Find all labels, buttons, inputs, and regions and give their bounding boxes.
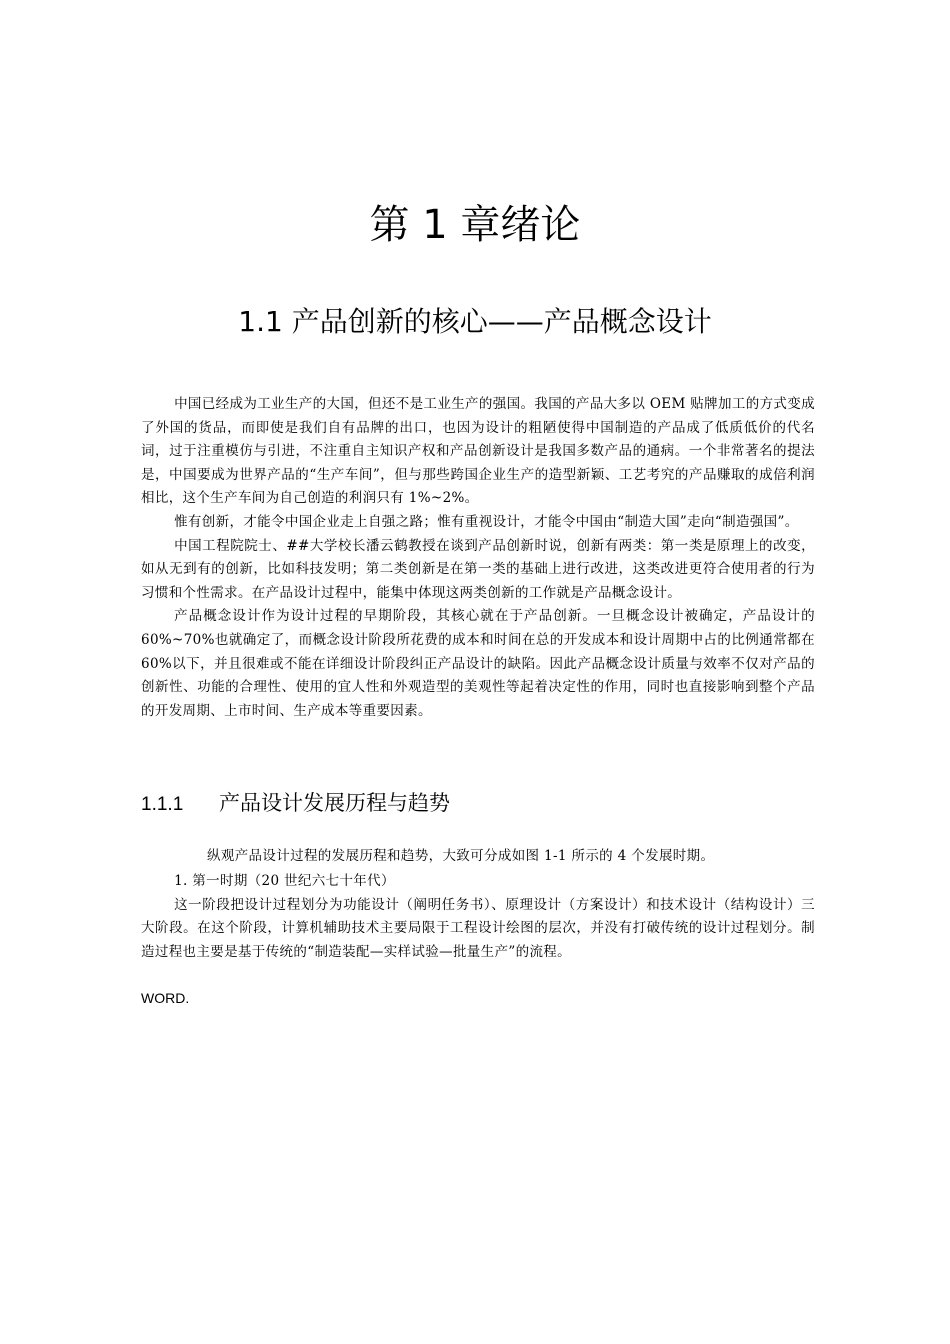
paragraph: 产品概念设计作为设计过程的早期阶段，其核心就在于产品创新。一旦概念设计被确定，产品设计的 60%~70%也就确定了，而概念设计阶段所花费的成本和时间在总的开发成本和设计周期中占的比例通常都在 60%以下，并且很难或不能在详细设计阶段纠正产品设计的缺陷。因此产品概念设计质量与效率不仅对产品的创新性、功能的合理性、使用的宜人性和外观造型的美观性等起着决定性的作用，同时也直接影响到整个产品的开发周期、上市时间、生产成本等重要因素。: [141, 608, 815, 719]
paragraph: 中国工程院院士、##大学校长潘云鹤教授在谈到产品创新时说，创新有两类：第一类是原理上的改变，如从无到有的创新，比如科技发明；第二类创新是在第一类的基础上进行改进，这类改进更符合使用者的行为习惯和个性需求。在产品设计过程中，能集中体现这两类创新的工作就是产品概念设计。: [141, 537, 815, 601]
period-body: [141, 870, 815, 964]
period-heading: 1. 第一时期（20 世纪六七十年代）: [174, 873, 395, 889]
section-title: 1.1 产品创新的核心——产品概念设计: [238, 305, 712, 338]
subsection-number: 1.1.1: [141, 794, 184, 815]
timeline-intro: 纵观产品设计过程的发展历程和趋势，大致可分成如图 1-1 所示的 4 个发展时期。: [207, 848, 715, 864]
chapter-title: 第 1 章绪论: [369, 202, 581, 248]
subsection-heading: [141, 786, 841, 822]
paragraph: 中国已经成为工业生产的大国，但还不是工业生产的强国。我国的产品大多以 OEM 贴牌加工的方式变成了外国的货品，而即使是我们自有品牌的出口，也因为设计的粗陋使得中国制造的产品成了低质低价的代名词，过于注重模仿与引进，不注重自主知识产权和产品创新设计是我国多数产品的通病。一个非常著名的提法是，中国要成为世界产品的“生产车间”，但与那些跨国企业生产的造型新颖、工艺考究的产品赚取的成倍利润相比，这个生产车间为自己创造的利润只有 1%~2%。: [141, 396, 815, 507]
footer-text: WORD.: [141, 990, 190, 1006]
paragraph: 这一阶段把设计过程划分为功能设计（阐明任务书）、原理设计（方案设计）和技术设计（结构设计）三大阶段。在这个阶段，计算机辅助技术主要局限于工程设计绘图的层次，并没有打破传统的设计过程划分。制造过程也主要是基于传统的“制造装配—实样试验—批量生产”的流程。: [141, 896, 815, 960]
subsection-title: 产品设计发展历程与趋势: [219, 791, 450, 815]
paragraph: 惟有创新，才能令中国企业走上自强之路；惟有重视设计，才能令中国由“制造大国”走向“制造强国”。: [174, 513, 799, 530]
intro-body: [141, 393, 815, 723]
